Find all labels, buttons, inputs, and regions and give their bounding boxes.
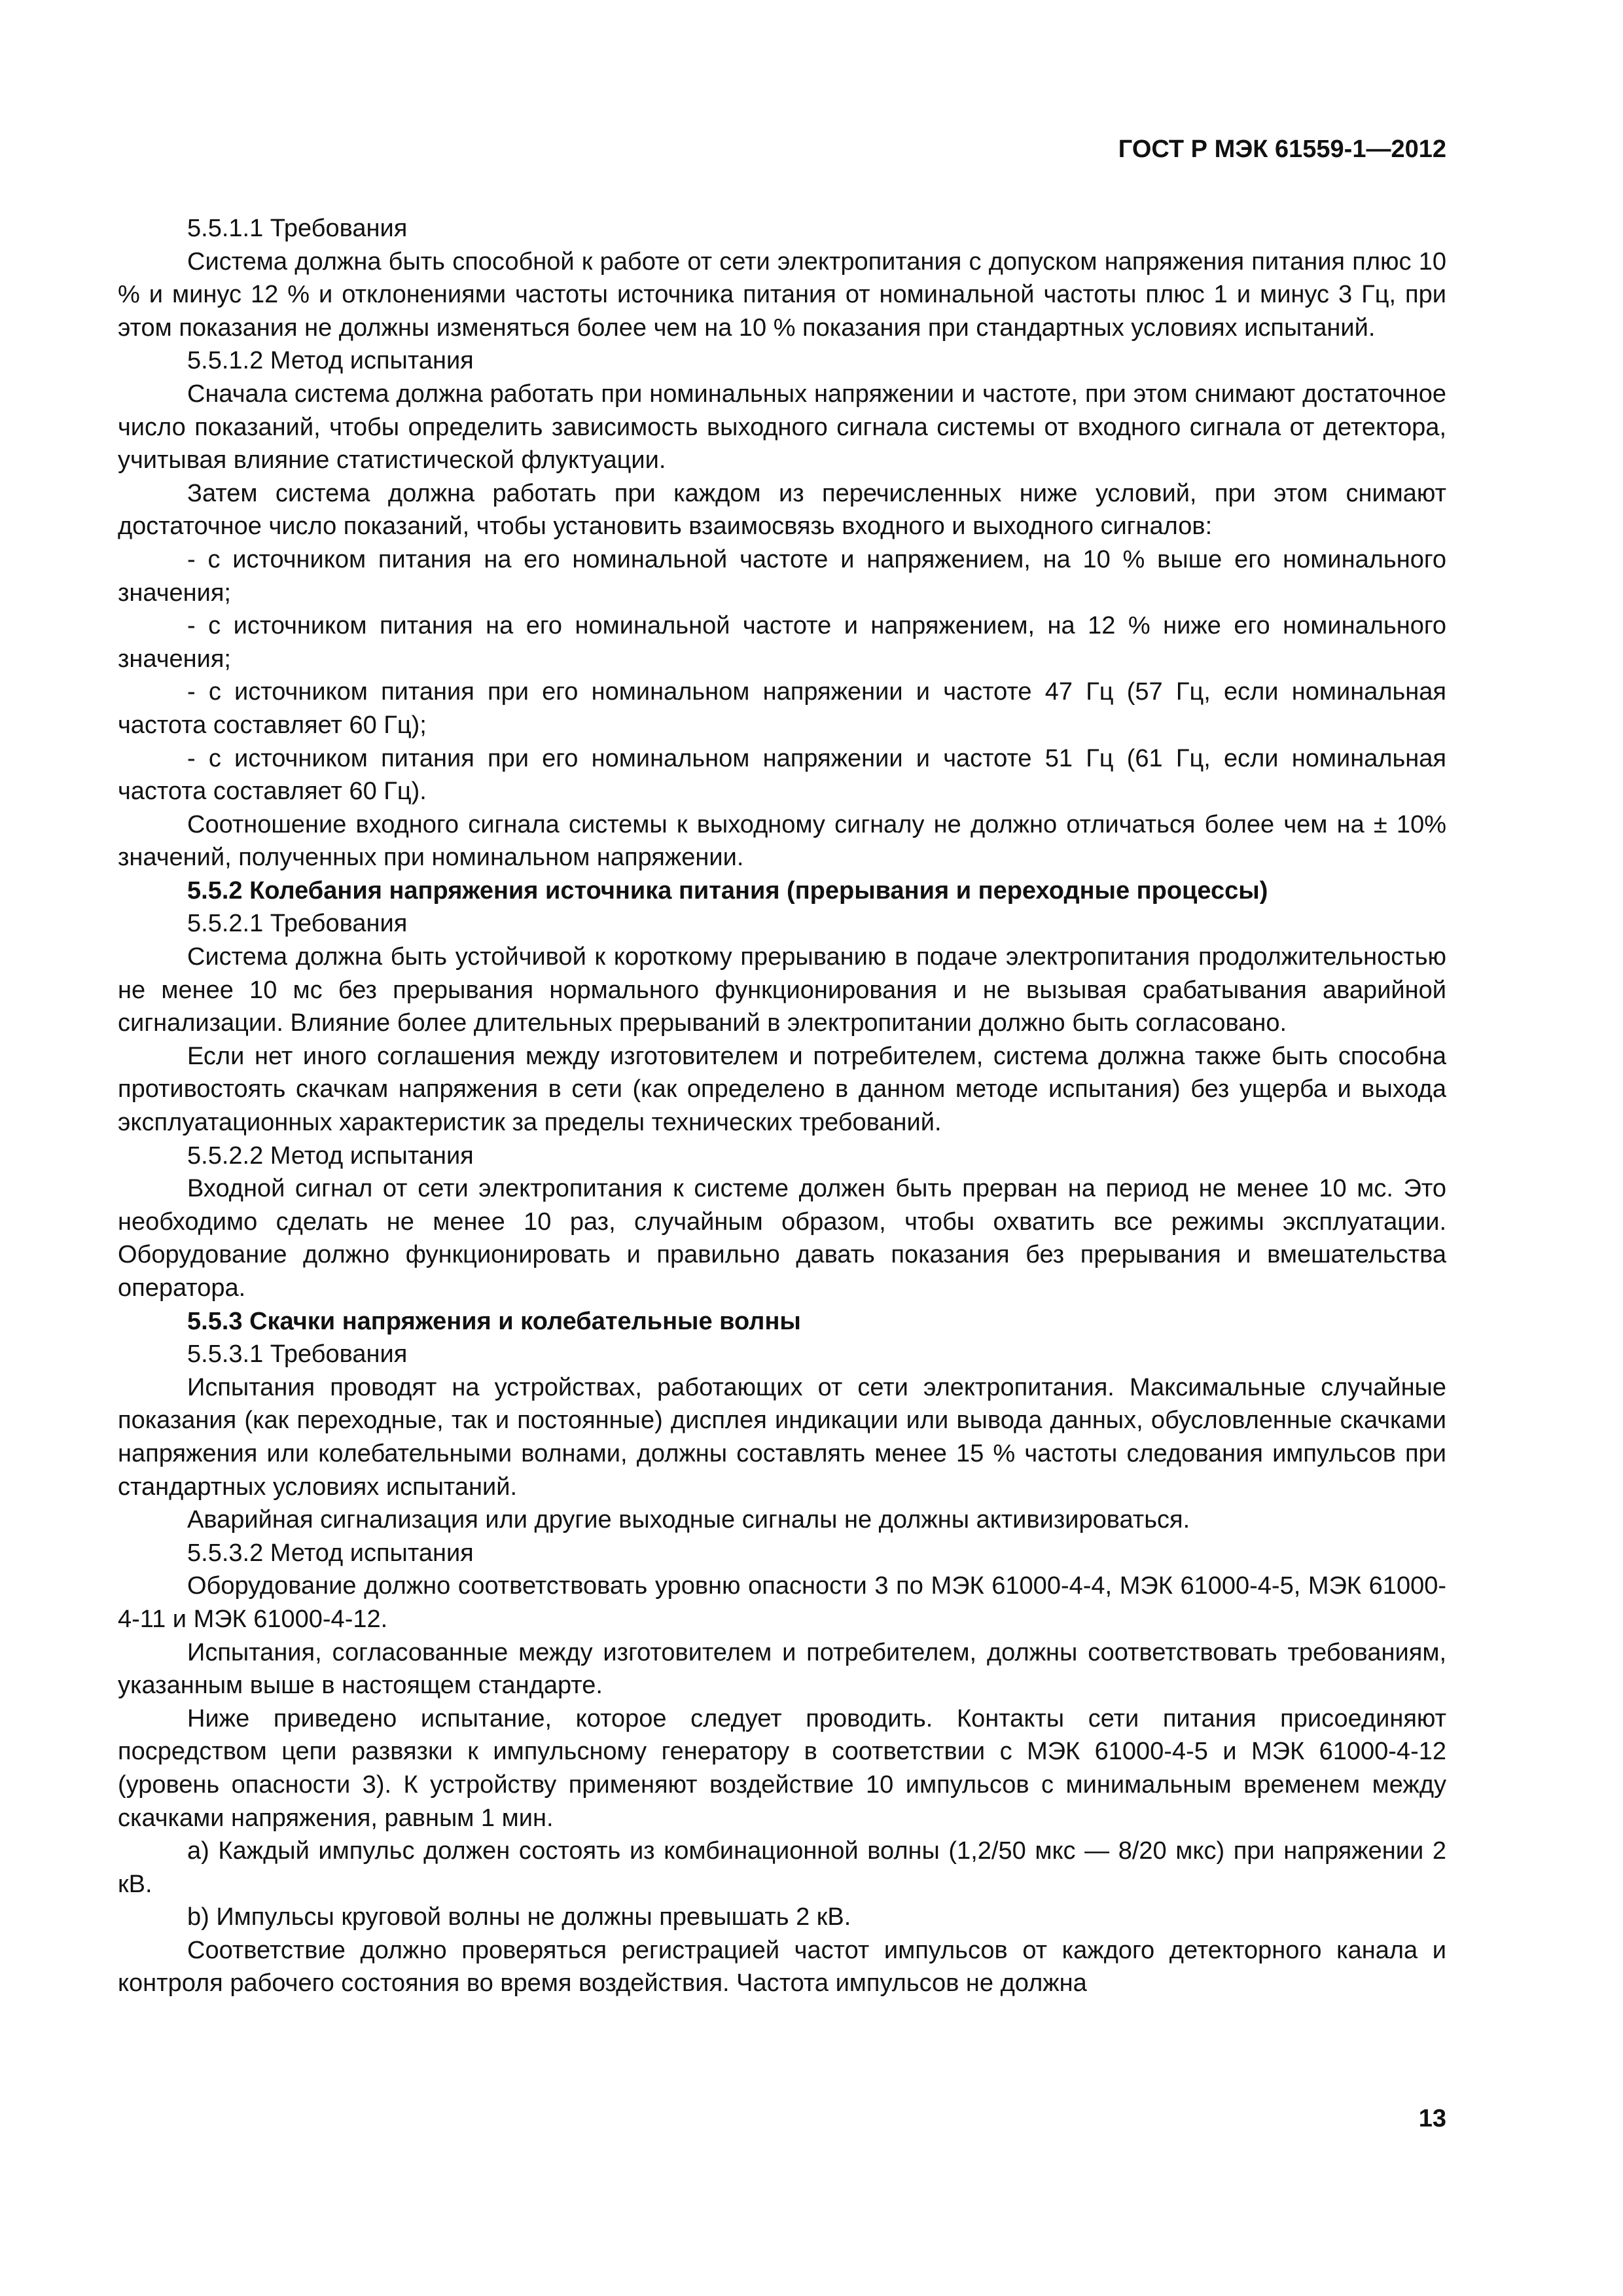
clause-heading-5-5-3-2: 5.5.3.2 Метод испытания: [187, 1539, 474, 1567]
paragraph: Если нет иного соглашения между изготовителем и потребителем, система должна также быть способна противостоять скачкам напряжения в сети (как определено в данном методе испытания) без ущерба и выхода эксплуатационных характеристик за пределы технических требований.: [118, 1042, 1446, 1137]
paragraph: Сначала система должна работать при номинальных напряжении и частоте, при этом снимают достаточное число показаний, чтобы определить зависимость выходного сигнала системы от входного сигнала от детектора, учитывая влияние статистической флуктуации.: [118, 380, 1446, 475]
list-item: - с источником питания на его номинальной частоте и напряжением, на 12 % ниже его номинального значения;: [118, 612, 1446, 673]
section-heading-5-5-2: 5.5.2 Колебания напряжения источника питания (прерывания и переходные процессы): [187, 876, 1268, 905]
section-heading-5-5-3: 5.5.3 Скачки напряжения и колебательные волны: [187, 1307, 801, 1335]
paragraph: Оборудование должно соответствовать уровню опасности 3 по МЭК 61000-4-4, МЭК 61000-4-5, МЭК 61000-4-11 и МЭК 61000-4-12.: [118, 1572, 1446, 1633]
page-number: 13: [1418, 2105, 1446, 2132]
list-item: - с источником питания на его номинальной частоте и напряжением, на 10 % выше его номинального значения;: [118, 545, 1446, 607]
document-page: [118, 131, 1446, 2186]
clause-heading-5-5-1-1: 5.5.1.1 Требования: [187, 215, 408, 242]
list-item: a) Каждый импульс должен состоять из комбинационной волны (1,2/50 мкс — 8/20 мкс) при напряжении 2 кВ.: [118, 1837, 1446, 1898]
paragraph: Система должна быть способной к работе от сети электропитания с допуском напряжения питания плюс 10 % и минус 12 % и отклонениями частоты источника питания от номинальной частоты плюс 1 и минус 3 Гц, при этом показания не должны изменяться более чем на 10 % показания при стандартных условиях испытаний.: [118, 247, 1446, 342]
document-body: [118, 212, 1446, 2000]
clause-heading-5-5-2-1: 5.5.2.1 Требования: [187, 910, 408, 938]
clause-heading-5-5-1-2: 5.5.1.2 Метод испытания: [187, 347, 474, 375]
paragraph: Соответствие должно проверяться регистрацией частот импульсов от каждого детекторного канала и контроля рабочего состояния во время воздействия. Частота импульсов не должна: [118, 1936, 1446, 1998]
paragraph: Ниже приведено испытание, которое следует проводить. Контакты сети питания присоединяют посредством цепи развязки к импульсному генератору в соответствии с МЭК 61000-4-5 и МЭК 61000-4-12 (уровень опасности 3). К устройству применяют воздействие 10 импульсов с минимальным временем между скачками напряжения, равным 1 мин.: [118, 1704, 1446, 1832]
clause-heading-5-5-2-2: 5.5.2.2 Метод испытания: [187, 1141, 474, 1170]
standard-designation: ГОСТ Р МЭК 61559-1—2012: [1118, 135, 1446, 163]
paragraph: Входной сигнал от сети электропитания к системе должен быть прерван на период не менее 10 мс. Это необходимо сделать не менее 10 раз, случайным образом, чтобы охватить все режимы эксплуатации. Оборудование должно функционировать и правильно давать показания без прерывания и вмешательства оператора.: [118, 1175, 1446, 1302]
paragraph: Затем система должна работать при каждом из перечисленных ниже условий, при этом снимают достаточное число показаний, чтобы установить взаимосвязь входного и выходного сигналов:: [118, 479, 1446, 541]
clause-heading-5-5-3-1: 5.5.3.1 Требования: [187, 1340, 408, 1369]
paragraph: Система должна быть устойчивой к короткому прерыванию в подаче электропитания продолжительностью не менее 10 мс без прерывания нормального функционирования и не вызывая срабатывания аварийной сигнализации. Влияние более длительных прерываний в электропитании должно быть согласовано.: [118, 943, 1446, 1037]
paragraph: Испытания, согласованные между изготовителем и потребителем, должны соответствовать требованиям, указанным выше в настоящем стандарте.: [118, 1638, 1446, 1700]
list-item: - с источником питания при его номинальном напряжении и частоте 47 Гц (57 Гц, если номинальная частота составляет 60 Гц);: [118, 678, 1446, 739]
paragraph: Испытания проводят на устройствах, работающих от сети электропитания. Максимальные случайные показания (как переходные, так и постоянные) дисплея индикации или вывода данных, обусловленные скачками напряжения или колебательными волнами, должны составлять менее 15 % частоты следования импульсов при стандартных условиях испытаний.: [118, 1373, 1446, 1501]
list-item: b) Импульсы круговой волны не должны превышать 2 кВ.: [187, 1903, 851, 1931]
paragraph: Аварийная сигнализация или другие выходные сигналы не должны активизироваться.: [187, 1506, 1190, 1534]
list-item: - с источником питания при его номинальном напряжении и частоте 51 Гц (61 Гц, если номинальная частота составляет 60 Гц).: [118, 744, 1446, 806]
paragraph: Соотношение входного сигнала системы к выходному сигналу не должно отличаться более чем на ± 10% значений, полученных при номинальном напряжении.: [118, 810, 1446, 872]
